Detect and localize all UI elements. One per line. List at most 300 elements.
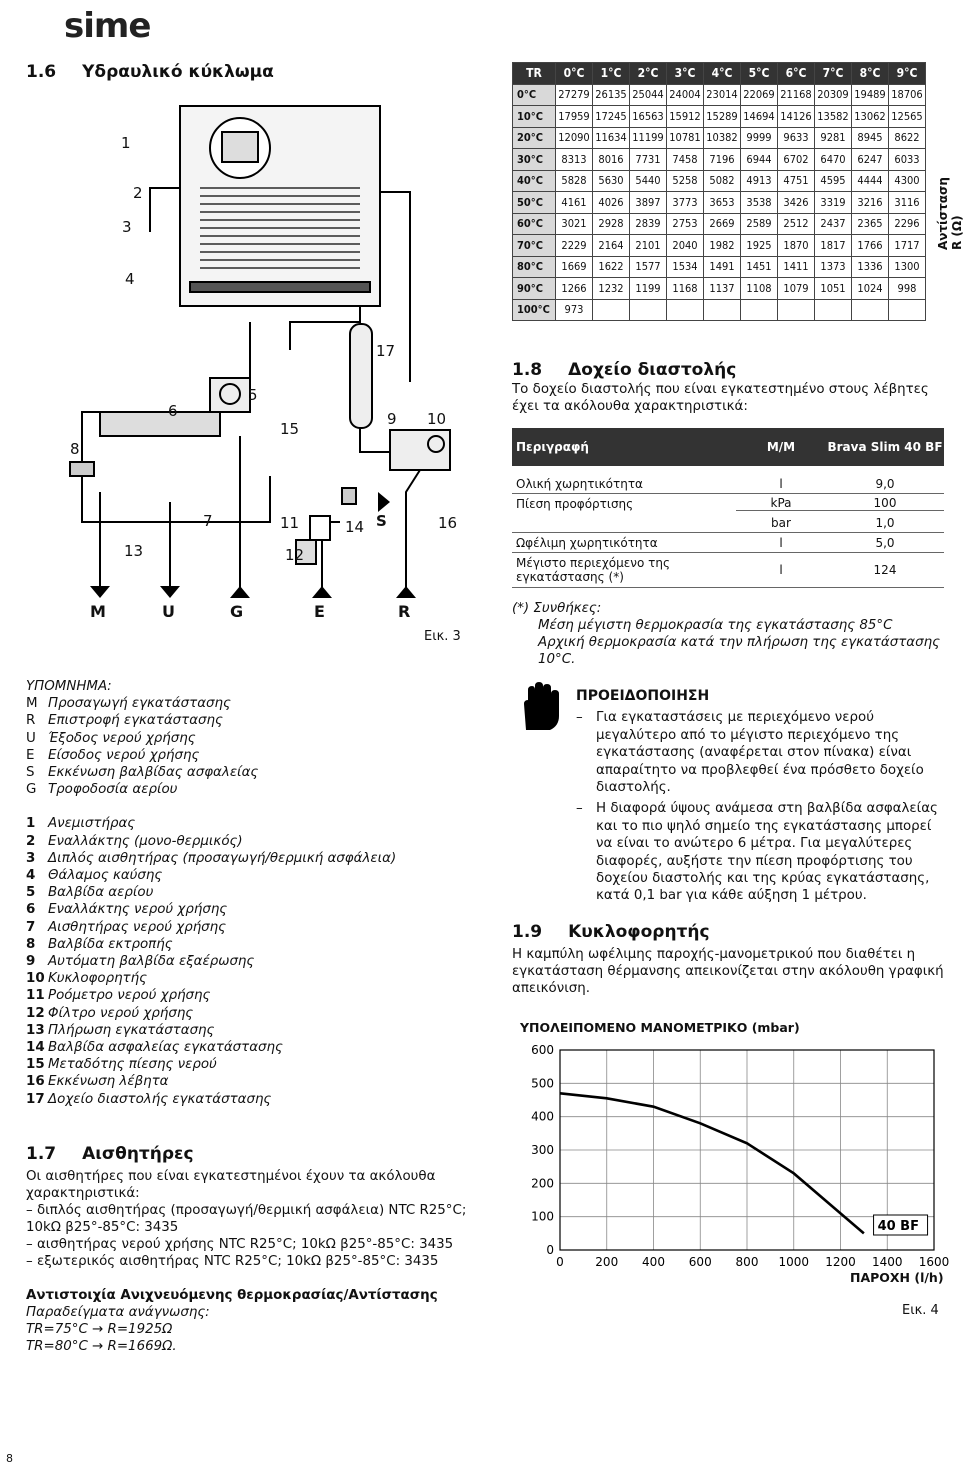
legend-value: Είσοδος νερού χρήσης: [48, 747, 200, 763]
callout-1: 1: [121, 134, 131, 152]
expansion-table: [512, 428, 944, 588]
table-cell: 2365: [852, 213, 889, 235]
table-row: [512, 513, 944, 533]
table-cell: 8016: [593, 149, 630, 171]
example-1: TR=75°C → R=1925Ω: [26, 1322, 173, 1337]
table-row: [513, 127, 926, 149]
table-cell: kPa: [736, 496, 826, 511]
table-cell: 8945: [852, 127, 889, 149]
y-tick-label: 300: [531, 1143, 554, 1157]
table-corner: TR: [513, 63, 556, 85]
legend-value: Προσαγωγή εγκατάστασης: [48, 696, 231, 712]
table-cell: 12565: [889, 106, 926, 128]
column-header: 8°C: [852, 63, 889, 85]
table-cell: [667, 299, 704, 321]
table-cell: 1925: [741, 235, 778, 257]
sensors-section-title: [26, 1144, 194, 1164]
legend-key: 13: [26, 1022, 45, 1038]
row-header: 60°C: [513, 213, 556, 235]
table-cell: 1669: [556, 256, 593, 278]
section-number: 1.8: [512, 360, 543, 380]
note-1: Μέση μέγιστη θερμοκρασία της εγκατάστασης 85°C: [538, 618, 893, 633]
column-header: 5°C: [741, 63, 778, 85]
table-cell: 2164: [593, 235, 630, 257]
section-number: 1.6: [26, 62, 57, 82]
legend-key: G: [26, 782, 37, 798]
table-cell: 2296: [889, 213, 926, 235]
table-cell: 27279: [556, 84, 593, 106]
sensor-item-text: διπλός αισθητήρας (προσαγωγή/θερμική ασφάλεια) NTC R25°C; 10kΩ β25°-85°C: 3435: [26, 1203, 467, 1235]
legend-item: [26, 712, 396, 729]
table-row: [513, 192, 926, 214]
table-cell: 18706: [889, 84, 926, 106]
column-header: 7°C: [815, 63, 852, 85]
table-cell: 2928: [593, 213, 630, 235]
table-cell: 1232: [593, 278, 630, 300]
table-row: [512, 474, 944, 494]
legend-item: [26, 970, 396, 987]
x-tick-label: 200: [595, 1255, 619, 1269]
header-cell: M/M: [766, 440, 796, 454]
x-tick-label: 600: [688, 1255, 712, 1269]
table-row: [512, 494, 944, 513]
table-cell: 5082: [704, 170, 741, 192]
resistance-axis-label: Αντίσταση R (Ω): [936, 177, 964, 250]
legend-item: [26, 867, 396, 884]
table-cell: 1491: [704, 256, 741, 278]
callout-3: 3: [122, 218, 132, 236]
sensor-item: – εξωτερικός αισθητήρας NTC R25°C; 10kΩ β25°-85°C: 3435: [26, 1254, 439, 1269]
table-cell: 23014: [704, 84, 741, 106]
series-label: 40 BF: [877, 1219, 919, 1234]
legend-value: Εναλλάκτης (μονο-θερμικός): [48, 833, 243, 849]
table-cell: 3216: [852, 192, 889, 214]
example-2: TR=80°C → R=1669Ω.: [26, 1339, 177, 1354]
table-cell: 6470: [815, 149, 852, 171]
correspondence-title: Αντιστοιχία Ανιχνευόμενης θερμοκρασίας/Αντίστασης: [26, 1288, 438, 1303]
table-cell: 2101: [630, 235, 667, 257]
table-cell: 3773: [667, 192, 704, 214]
table-cell: 1534: [667, 256, 704, 278]
table-cell: 5258: [667, 170, 704, 192]
x-tick-label: 1400: [871, 1255, 903, 1269]
legend-item: [26, 936, 396, 953]
legend-value: Θάλαμος καύσης: [48, 868, 163, 884]
legend-item: [26, 850, 396, 867]
row-header: 20°C: [513, 127, 556, 149]
warning-item: – Η διαφορά ύψους ανάμεσα στη βαλβίδα ασφαλείας και το πιο ψηλό σημείο της εγκατάστασης μπορεί να είναι το ανώτερο 6 μέτρα. Για μεγαλύτερες διαφορές, αυξήστε την πίεση προφόρτισης του δοχείου διαστολής και της κρύας εγκατάστασης, κατά 0,1 bar για κάθε αύξηση 1 μέτρου.: [576, 800, 948, 904]
table-cell: 5828: [556, 170, 593, 192]
legend-value: Φίλτρο νερού χρήσης: [48, 1005, 194, 1021]
table-row: [513, 278, 926, 300]
table-cell: [852, 299, 889, 321]
callout-12: 12: [285, 546, 305, 564]
table-cell: 2669: [704, 213, 741, 235]
table-header: [512, 428, 944, 466]
legend-value: Δοχείο διαστολής εγκατάστασης: [48, 1091, 272, 1107]
callout-9: 9: [387, 410, 397, 428]
legend-value: Επιστροφή εγκατάστασης: [48, 713, 223, 729]
legend-item: [26, 730, 396, 747]
legend-item: [26, 815, 396, 832]
warning-title: ΠΡΟΕΙΔΟΠΟΙΗΣΗ: [576, 688, 710, 704]
legend-item: [26, 919, 396, 936]
table-cell: 8622: [889, 127, 926, 149]
legend-item: [26, 781, 396, 798]
table-cell: 26135: [593, 84, 630, 106]
legend-value: Διπλός αισθητήρας (προσαγωγή/θερμική ασφάλεια): [48, 850, 397, 866]
table-cell: 2437: [815, 213, 852, 235]
table-cell: 4913: [741, 170, 778, 192]
table-cell: 3319: [815, 192, 852, 214]
warning-hand-icon: [516, 682, 562, 732]
table-cell: 11199: [630, 127, 667, 149]
table-cell: 1817: [815, 235, 852, 257]
legend-key: 6: [26, 902, 36, 918]
legend-numbers: [26, 815, 396, 1107]
column-header: 4°C: [704, 63, 741, 85]
y-tick-label: 0: [546, 1243, 554, 1257]
sensors-intro: Οι αισθητήρες που είναι εγκατεστημένοι έχουν τα ακόλουθα χαρακτηριστικά:: [26, 1169, 436, 1201]
circulator-intro: Η καμπύλη ωφέλιμης παροχής-μανομετρικού που διαθέτει η εγκατάσταση θέρμανσης απεικονίζεται στην ακόλουθη γραφική απεικόνιση.: [512, 947, 944, 996]
expansion-notes: [512, 600, 952, 668]
table-cell: 998: [889, 278, 926, 300]
table-cell: 3426: [778, 192, 815, 214]
column-header: 1°C: [593, 63, 630, 85]
legend-item: [26, 901, 396, 918]
table-cell: 100: [826, 496, 944, 511]
callout-15: 15: [280, 420, 300, 438]
table-cell: [778, 299, 815, 321]
table-cell: 13582: [815, 106, 852, 128]
column-header: 0°C: [556, 63, 593, 85]
legend-value: Τροφοδοσία αερίου: [48, 782, 178, 798]
hydraulic-diagram: [60, 92, 480, 632]
sensor-item-text: εξωτερικός αισθητήρας NTC R25°C; 10kΩ β25°-85°C: 3435: [36, 1254, 439, 1269]
callout-11: 11: [280, 514, 300, 532]
sensors-body: [26, 1168, 476, 1355]
table-cell: 4161: [556, 192, 593, 214]
table-cell: 1577: [630, 256, 667, 278]
legend-value: Ροόμετρο νερού χρήσης: [48, 988, 211, 1004]
table-row: [513, 149, 926, 171]
table-cell: 4595: [815, 170, 852, 192]
y-tick-label: 400: [531, 1109, 554, 1124]
row-header: 90°C: [513, 278, 556, 300]
fig3-caption: Εικ. 3: [424, 629, 461, 644]
table-cell: 1108: [741, 278, 778, 300]
legend-value: Ανεμιστήρας: [48, 816, 136, 832]
row-header: 30°C: [513, 149, 556, 171]
x-tick-label: 1200: [825, 1255, 856, 1269]
legend-item: [26, 884, 396, 901]
table-cell: 3021: [556, 213, 593, 235]
legend-key: U: [26, 730, 36, 746]
legend-key: 12: [26, 1005, 45, 1021]
callout-8: 8: [70, 440, 80, 458]
column-header: 9°C: [889, 63, 926, 85]
legend-key: 16: [26, 1074, 45, 1090]
table-cell: 8313: [556, 149, 593, 171]
table-cell: 10382: [704, 127, 741, 149]
legend-value: Βαλβίδα εκτροπής: [48, 936, 173, 952]
table-cell: 12090: [556, 127, 593, 149]
table-cell: 6944: [741, 149, 778, 171]
legend-value: Βαλβίδα αερίου: [48, 885, 154, 901]
legend-value: Έξοδος νερού χρήσης: [48, 730, 196, 746]
table-cell: Ολική χωρητικότητα: [516, 476, 643, 491]
table-cell: 1622: [593, 256, 630, 278]
table-row: [513, 106, 926, 128]
section-number: 1.7: [26, 1144, 57, 1164]
legend-title: ΥΠΟΜΝΗΜΑ:: [26, 679, 112, 694]
table-cell: 5,0: [875, 535, 895, 550]
expansion-intro: Το δοχείο διαστολής που είναι εγκατεστημένο στους λέβητες έχει τα ακόλουθα χαρακτηριστικά:: [512, 382, 929, 414]
x-tick-label: 400: [642, 1255, 665, 1269]
legend-key: 3: [26, 850, 36, 866]
legend-key: 14: [26, 1040, 45, 1056]
table-cell: l: [779, 563, 783, 577]
callout-6: 6: [168, 402, 178, 420]
table-cell: 5630: [593, 170, 630, 192]
table-cell: 2512: [778, 213, 815, 235]
port-g: G: [230, 602, 244, 621]
table-cell: 17959: [556, 106, 593, 128]
table-row: [513, 170, 926, 192]
page-number: 8: [6, 1452, 13, 1465]
table-cell: 9,0: [875, 476, 895, 491]
table-cell: 1199: [630, 278, 667, 300]
header-cell: Brava Slim 40 BF: [827, 440, 943, 454]
table-cell: 7196: [704, 149, 741, 171]
table-row: [513, 256, 926, 278]
row-header: 0°C: [513, 84, 556, 106]
callout-13: 13: [124, 542, 144, 560]
table-cell: 1870: [778, 235, 815, 257]
table-cell: 15289: [704, 106, 741, 128]
table-cell: 14694: [741, 106, 778, 128]
table-cell: Πίεση προφόρτισης: [516, 496, 634, 511]
y-tick-label: 200: [531, 1176, 554, 1191]
legend-item: [26, 1073, 396, 1090]
table-cell: 9633: [778, 127, 815, 149]
table-row: [513, 84, 926, 106]
section-title: Υδραυλικό κύκλωμα: [82, 62, 274, 82]
chart-xlabel: ΠΑΡΟΧΗ (l/h): [850, 1270, 944, 1285]
table-cell: 7458: [667, 149, 704, 171]
legend-item: [26, 695, 396, 712]
table-cell: 22069: [741, 84, 778, 106]
section-number: 1.9: [512, 922, 543, 942]
table-cell: 1079: [778, 278, 815, 300]
table-cell: 124: [873, 563, 897, 577]
legend-key: 10: [26, 971, 45, 987]
y-tick-label: 600: [531, 1043, 554, 1057]
column-header: 3°C: [667, 63, 704, 85]
row-header: 100°C: [513, 299, 556, 321]
table-cell: 1766: [852, 235, 889, 257]
table-cell: Μέγιστο περιεχόμενο της εγκατάστασης (*): [516, 556, 670, 584]
legend-value: Μεταδότης πίεσης νερού: [48, 1057, 217, 1073]
row-header: 10°C: [513, 106, 556, 128]
table-cell: 24004: [667, 84, 704, 106]
column-header: 6°C: [778, 63, 815, 85]
table-cell: 7731: [630, 149, 667, 171]
table-row: [513, 299, 926, 321]
table-cell: [704, 299, 741, 321]
table-cell: 21168: [778, 84, 815, 106]
callout-16: 16: [438, 514, 458, 532]
table-cell: 1411: [778, 256, 815, 278]
table-cell: 25044: [630, 84, 667, 106]
legend-key: M: [26, 696, 38, 712]
table-cell: 4026: [593, 192, 630, 214]
port-r: R: [398, 602, 411, 621]
table-cell: 15912: [667, 106, 704, 128]
callout-4: 4: [125, 270, 135, 288]
table-cell: 2229: [556, 235, 593, 257]
table-cell: l: [779, 476, 783, 491]
row-header: 70°C: [513, 235, 556, 257]
row-header: 40°C: [513, 170, 556, 192]
table-cell: l: [779, 535, 783, 550]
circulator-section-title: [512, 922, 710, 942]
table-cell: 1,0: [875, 515, 895, 530]
table-cell: 11634: [593, 127, 630, 149]
y-tick-label: 500: [531, 1076, 554, 1091]
table-cell: 4444: [852, 170, 889, 192]
brand-logo: sime: [64, 6, 151, 46]
legend-value: Εκκένωση λέβητα: [48, 1074, 169, 1090]
chart-title: ΥΠΟΛΕΙΠΟΜΕΝΟ ΜΑΝΟΜΕΤΡΙΚΟ (mbar): [520, 1020, 800, 1035]
legend-value: Εναλλάκτης νερού χρήσης: [48, 902, 228, 918]
legend-value: Κυκλοφορητής: [48, 971, 147, 987]
legend-item: [26, 1091, 396, 1108]
table-cell: 3897: [630, 192, 667, 214]
legend-key: 2: [26, 833, 36, 849]
legend-letters: [26, 695, 396, 798]
legend-key: R: [26, 713, 36, 729]
legend-value: Αισθητήρας νερού χρήσης: [48, 919, 227, 935]
row-header: 50°C: [513, 192, 556, 214]
table-cell: 16563: [630, 106, 667, 128]
table-cell: 2839: [630, 213, 667, 235]
resistance-table: [512, 62, 926, 321]
table-cell: 9281: [815, 127, 852, 149]
legend-value: Εκκένωση βαλβίδας ασφαλείας: [48, 765, 259, 781]
table-cell: 1717: [889, 235, 926, 257]
section-title: Κυκλοφορητής: [568, 922, 710, 942]
legend-item: [26, 1022, 396, 1039]
table-cell: Ωφέλιμη χωρητικότητα: [516, 535, 658, 550]
x-tick-label: 1000: [778, 1255, 810, 1269]
table-cell: 1982: [704, 235, 741, 257]
x-tick-label: 0: [556, 1255, 564, 1269]
legend-value: Αυτόματη βαλβίδα εξαέρωσης: [48, 954, 255, 970]
legend-item: [26, 1005, 396, 1022]
note-mark: (*) Συνθήκες:: [512, 601, 602, 616]
series-line: [560, 1093, 864, 1233]
warning-item: – Για εγκαταστάσεις με περιεχόμενο νερού μεγαλύτερο από το μέγιστο περιεχόμενο της εγκατάστασης (αναφέρεται στον πίνακα) είναι απαραίτητο να προβλεφθεί ένα πρόσθετο δοχείο διαστολής.: [576, 709, 948, 796]
section-title: Αισθητήρες: [82, 1144, 194, 1164]
legend-item: [26, 747, 396, 764]
legend-item: [26, 987, 396, 1004]
legend-key: S: [26, 765, 35, 781]
callout-14: 14: [345, 518, 365, 536]
port-m: M: [90, 602, 106, 621]
sensor-item-text: αισθητήρας νερού χρήσης NTC R25°C; 10kΩ β25°-85°C: 3435: [36, 1237, 454, 1252]
callout-2: 2: [133, 184, 143, 202]
table-cell: 10781: [667, 127, 704, 149]
legend-item: [26, 764, 396, 781]
callout-10: 10: [427, 410, 447, 428]
legend: [26, 678, 396, 1108]
table-cell: 1336: [852, 256, 889, 278]
table-cell: 1300: [889, 256, 926, 278]
table-cell: 1168: [667, 278, 704, 300]
table-cell: 1051: [815, 278, 852, 300]
table-row: [513, 235, 926, 257]
legend-item: [26, 953, 396, 970]
warning-box: [576, 688, 948, 909]
callout-s: S: [376, 512, 387, 530]
table-cell: 19489: [852, 84, 889, 106]
table-cell: 2589: [741, 213, 778, 235]
table-cell: 973: [556, 299, 593, 321]
table-cell: 2040: [667, 235, 704, 257]
table-cell: 1024: [852, 278, 889, 300]
section-title: Δοχείο διαστολής: [568, 360, 737, 380]
hydraulic-section-title: [26, 62, 274, 82]
header-cell: Περιγραφή: [516, 440, 589, 454]
table-cell: 13062: [852, 106, 889, 128]
table-cell: 1137: [704, 278, 741, 300]
callout-7: 7: [203, 512, 213, 530]
table-cell: 6702: [778, 149, 815, 171]
sensor-item: – αισθητήρας νερού χρήσης NTC R25°C; 10kΩ β25°-85°C: 3435: [26, 1237, 454, 1252]
table-cell: [741, 299, 778, 321]
table-row: [512, 533, 944, 553]
legend-item: [26, 1056, 396, 1073]
table-cell: 14126: [778, 106, 815, 128]
table-cell: 20309: [815, 84, 852, 106]
table-cell: 2753: [667, 213, 704, 235]
table-cell: 17245: [593, 106, 630, 128]
table-cell: [815, 299, 852, 321]
table-cell: 1373: [815, 256, 852, 278]
table-cell: 1266: [556, 278, 593, 300]
x-tick-label: 800: [735, 1255, 759, 1269]
callout-5: 5: [248, 386, 258, 404]
heat-exchanger-block: [180, 106, 380, 306]
column-header: 2°C: [630, 63, 667, 85]
table-cell: 5440: [630, 170, 667, 192]
table-cell: 4751: [778, 170, 815, 192]
legend-value: Πλήρωση εγκατάστασης: [48, 1022, 215, 1038]
table-cell: 4300: [889, 170, 926, 192]
table-cell: [593, 299, 630, 321]
table-cell: [889, 299, 926, 321]
examples-title: Παραδείγματα ανάγνωσης:: [26, 1305, 210, 1320]
table-cell: 3116: [889, 192, 926, 214]
fig4-caption: Εικ. 4: [902, 1303, 939, 1318]
legend-key: 8: [26, 936, 36, 952]
table-cell: [630, 299, 667, 321]
legend-key: 15: [26, 1057, 45, 1073]
legend-item: [26, 1039, 396, 1056]
legend-key: 5: [26, 885, 36, 901]
y-tick-label: 100: [531, 1209, 554, 1224]
